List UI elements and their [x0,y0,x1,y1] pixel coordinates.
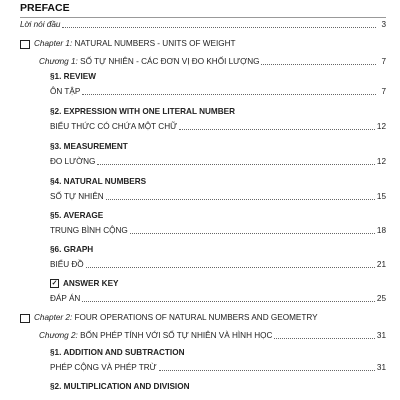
chapter-vn-title: BỐN PHÉP TÍNH VỚI SỐ TỰ NHIÊN VÀ HÌNH HỌC [80,331,273,340]
section-heading: §6. GRAPH [50,245,94,254]
answer-key-heading [50,279,119,288]
chapter-vn-title: SỐ TỰ NHIÊN - CÁC ĐƠN VỊ ĐO KHỐI LƯỢNG [80,57,260,66]
toc-entry-label: ĐO LƯỜNG [50,157,96,166]
toc-entry-label: ÔN TẬP [50,87,81,96]
book-icon [20,314,30,322]
chapter-title: FOUR OPERATIONS OF NATURAL NUMBERS AND GEOMETRY [74,313,318,322]
toc-entry-label: BIỂU ĐỒ [50,260,84,269]
toc-entry-preface[interactable] [20,17,386,30]
page-number: 15 [376,192,386,201]
leader-dots [179,128,375,130]
toc-entry-label: TRUNG BÌNH CỘNG [50,226,128,235]
page-number: 12 [376,122,386,131]
section-heading: §5. AVERAGE [50,211,104,220]
toc-entry-label: ĐÁP ÁN [50,294,81,303]
toc-entry[interactable] [50,154,386,167]
leader-dots [159,369,375,371]
toc-entry[interactable] [50,257,386,270]
leader-dots [261,63,376,65]
page-number: 3 [381,20,386,29]
page-number: 31 [376,363,386,372]
page-number: 7 [381,57,386,66]
toc-entry-label: PHÉP CỘNG VÀ PHÉP TRỪ [50,363,157,372]
leader-dots [97,163,374,165]
page-number: 7 [381,87,386,96]
toc-entry-label: Lời nói đầu [20,20,61,29]
chapter-vn-prefix: Chương 1: [39,57,78,66]
toc-entry-label: BIỂU THỨC CÓ CHỨA MỘT CHỮ [50,122,178,131]
page-number: 12 [376,157,386,166]
page-number: 31 [376,331,386,340]
book-icon [20,40,30,48]
leader-dots [62,26,376,28]
leader-dots [274,337,374,339]
section-heading: ANSWER KEY [63,279,119,288]
leader-dots [82,93,376,95]
toc-entry[interactable] [50,119,386,132]
checkbox-icon: ✓ [51,280,58,287]
toc-entry[interactable] [50,223,386,236]
section-heading: §2. MULTIPLICATION AND DIVISION [50,382,190,391]
chapter-2-heading[interactable] [20,313,318,322]
page-number: 25 [376,294,386,303]
page-heading: PREFACE [20,2,70,14]
page-number: 21 [376,260,386,269]
chapter-vn-prefix: Chương 2: [39,331,78,340]
leader-dots [130,232,375,234]
toc-entry[interactable] [50,291,386,304]
section-heading: §3. MEASUREMENT [50,142,128,151]
chapter-title: NATURAL NUMBERS - UNITS OF WEIGHT [74,39,236,48]
toc-entry[interactable] [50,360,386,373]
chapter-prefix: Chapter 2: [34,313,73,322]
toc-entry[interactable] [50,84,386,97]
section-heading: §2. EXPRESSION WITH ONE LITERAL NUMBER [50,107,235,116]
chapter-1-heading[interactable] [20,39,236,48]
section-heading: §4. NATURAL NUMBERS [50,177,147,186]
toc-entry[interactable] [50,189,386,202]
toc-entry-chapter-2-vn[interactable] [39,328,386,341]
section-heading: §1. ADDITION AND SUBTRACTION [50,348,185,357]
leader-dots [82,300,375,302]
toc-entry-chapter-1-vn[interactable] [39,54,386,67]
leader-dots [106,198,375,200]
section-heading: §1. REVIEW [50,72,96,81]
page-number: 18 [376,226,386,235]
chapter-prefix: Chapter 1: [34,39,73,48]
leader-dots [86,266,375,268]
toc-entry-label: SỐ TỰ NHIÊN [50,192,104,201]
